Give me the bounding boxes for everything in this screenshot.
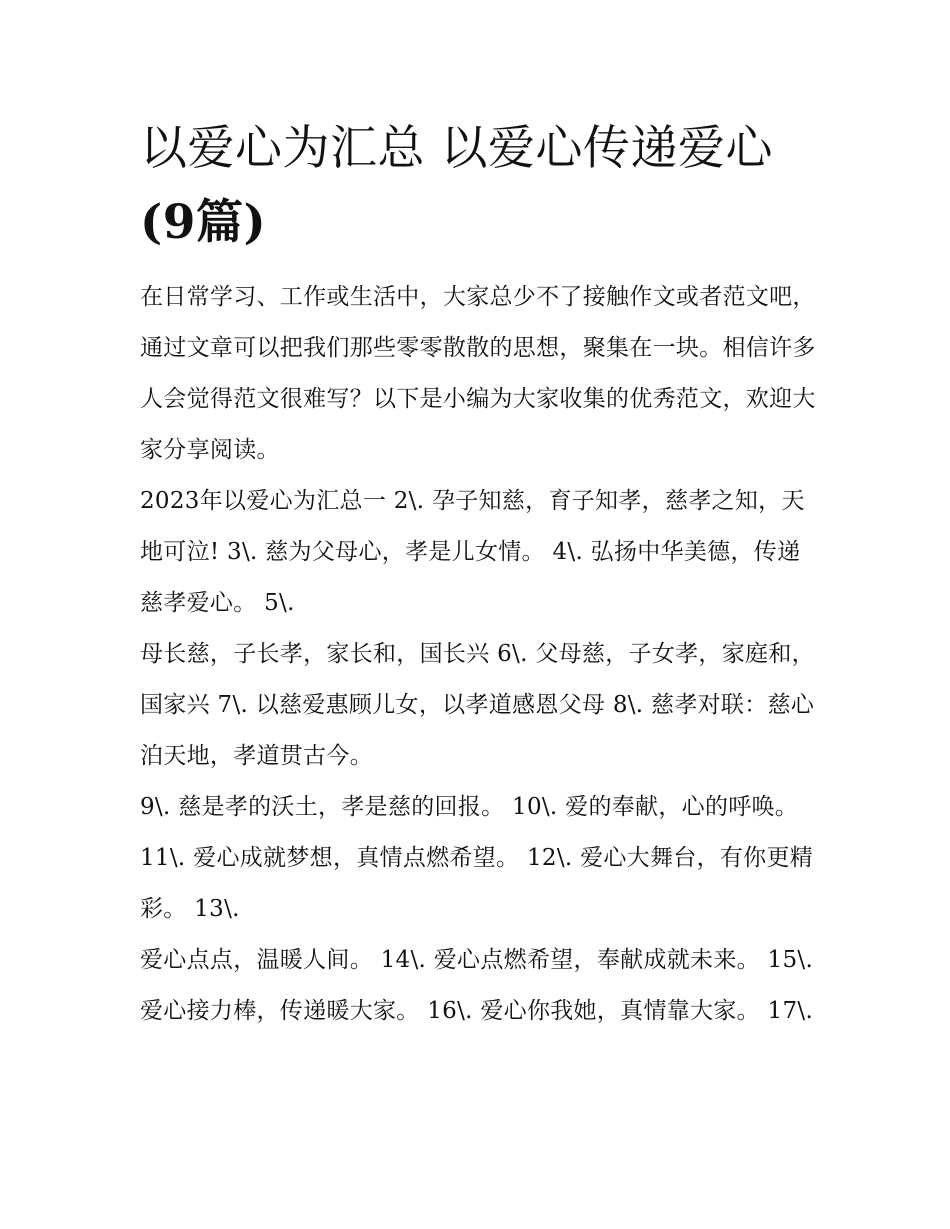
paragraph-slogans-4: 爱心点点，温暖人间。 14\. 爱心点燃希望，奉献成就未来。 15\. 爱心接力棒，传递暖大家。 16\. 爱心你我她，真情靠大家。 17\. [140, 947, 814, 1024]
title-line-1: 以爱心为汇总 以爱心传递爱心 [140, 121, 773, 176]
document-title [140, 112, 820, 260]
paragraph-intro: 在日常学习、工作或生活中，大家总少不了接触作文或者范文吧，通过文章可以把我们那些零零散散的思想，聚集在一块。相信许多人会觉得范文很难写？以下是小编为大家收集的优秀范文，欢迎大家分享阅读。 [140, 284, 816, 463]
title-line-2: (9篇) [140, 195, 267, 250]
paragraph-slogans-2: 母长慈，子长孝，家长和，国长兴 6\. 父母慈，子女孝，家庭和，国家兴 7\. 以慈爱惠顾儿女，以孝道感恩父母 8\. 慈孝对联：慈心泊天地，孝道贯古今。 [140, 641, 815, 769]
paragraph-slogans-3: 9\. 慈是孝的沃土，孝是慈的回报。 10\. 爱的奉献，心的呼唤。 11\. 爱心成就梦想，真情点燃希望。 12\. 爱心大舞台，有你更精彩。 13\. [140, 794, 814, 922]
document-page [140, 112, 820, 1037]
paragraph-slogans-1: 2023年以爱心为汇总一 2\. 孕子知慈，育子知孝，慈孝之知，天地可泣! 3\. 慈为父母心，孝是儿女情。 4\. 弘扬中华美德，传递慈孝爱心。 5\. [140, 488, 805, 616]
